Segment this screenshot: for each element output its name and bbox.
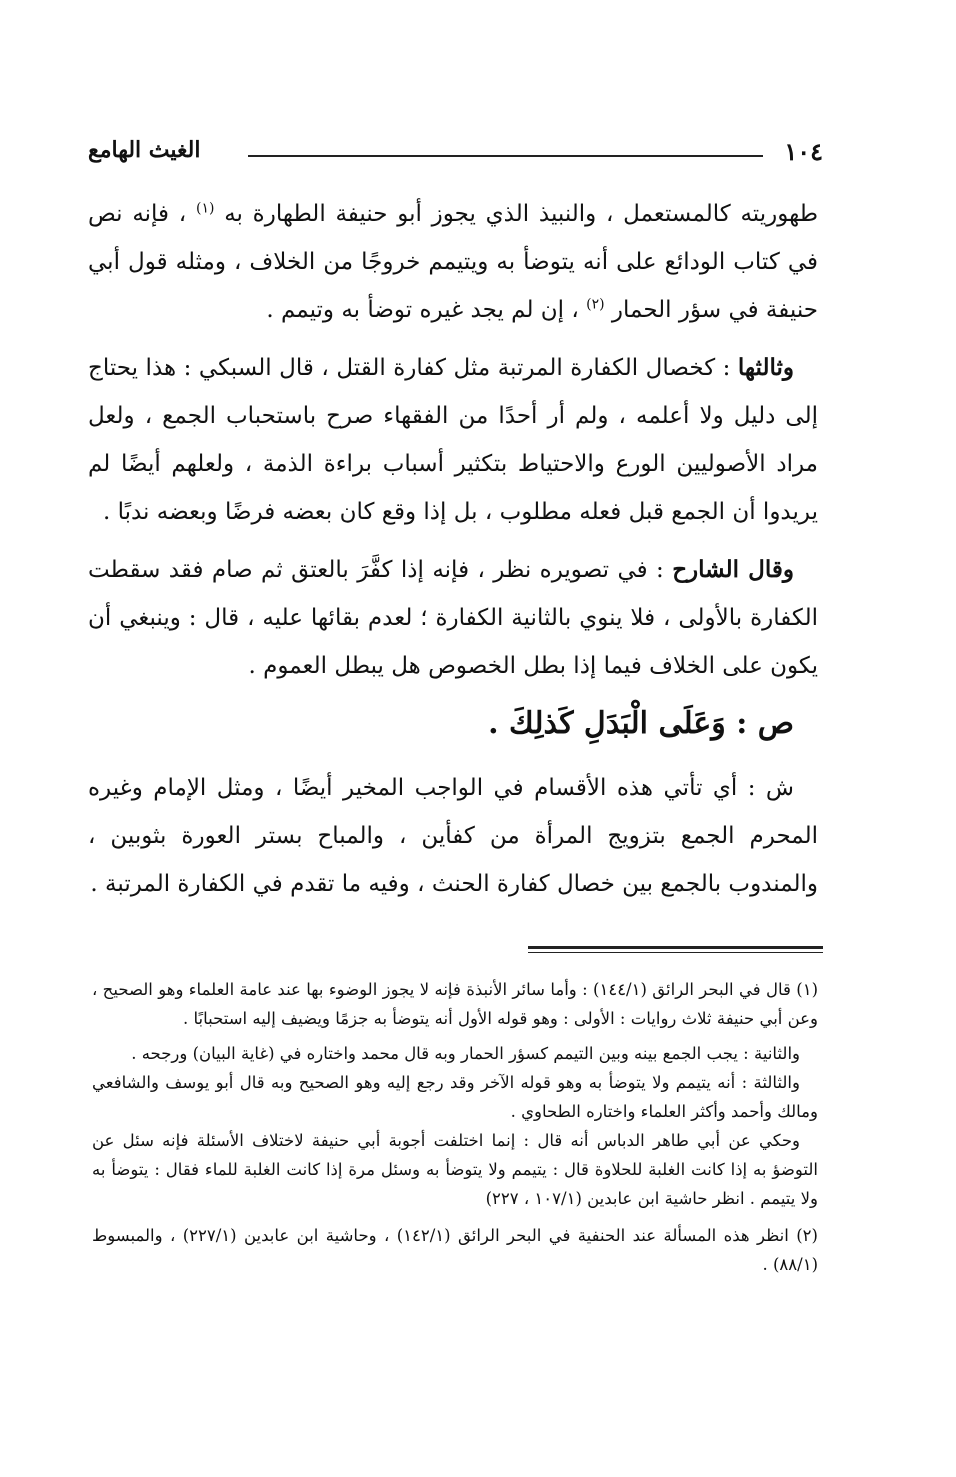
main-text: [88, 190, 818, 918]
paragraph-2-lead: وثالثها: [737, 354, 794, 381]
paragraph-3-lead: وقال الشارح: [672, 556, 794, 583]
paragraph-4-text: ش : أي تأتي هذه الأقسام في الواجب المخير أيضًا ، ومثل الإمام وغيره المحرم الجمع بتزويج المرأة من كفأين ، والمباح بستر العورة بثوبين ، والمندوب بالجمع بين خصال كفارة الحنث ، وفيه ما تقدم في الكفارة المرتبة .: [88, 775, 818, 897]
book-title: الغيث الهامع: [88, 137, 201, 163]
footnote-1-part-4: وحكي عن أبي طاهر الدباس أنه قال : إنما اختلفت أجوبة أبي حنيفة لاختلاف الأسئلة فإنه سئل عن التوضؤ به إذا كانت الغلبة للحلاوة قال : يتيمم ولا يتوضأ به وسئل مرة إذا كانت الغلبة للماء فقال : يتوضأ به ولا يتيمم . انظر حاشية ابن عابدين (١٠٧/١ ، ٢٢٧): [92, 1131, 818, 1208]
matn-heading: ص : وَعَلَى الْبَدَلِ كَذلِكَ .: [488, 706, 794, 741]
page-number: ١٠٤: [784, 137, 823, 166]
footnote-1-part-2: والثانية : يجب الجمع بينه وبين التيمم كسؤر الحمار وبه قال محمد واختاره في (غاية البيان) ورجحه .: [131, 1044, 800, 1063]
footnote-ref-1[interactable]: (١): [195, 200, 215, 217]
paragraph-3: [88, 546, 818, 690]
separator-thin-line: [528, 952, 823, 953]
separator-thick-line: [528, 946, 823, 949]
paragraph-3-text: : في تصويره نظر ، فإنه إذا كفَّرَ بالعتق ثم صام فقد سقطت الكفارة بالأولى ، فلا ينوي بالثانية الكفارة ؛ لعدم بقائها عليه ، قال : وينبغي أن يكون على الخلاف فيما إذا بطل الخصوص هل يبطل العموم .: [88, 557, 818, 679]
paragraph-1: [88, 190, 818, 334]
paragraph-2-text: : كخصال الكفارة المرتبة مثل كفارة القتل ، قال السبكي : هذا يحتاج إلى دليل ولا أعلمه ، ولم أر أحدًا من الفقهاء صرح باستحباب الجمع ، ولعل مراد الأصوليين الورع والاحتياط بتكثير أسباب براءة الذمة ، ولعلهم أيضًا لم يريدوا أن الجمع قبل فعله مطلوب ، بل إذا وقع كان بعضه فرضًا وبعضه ندبًا .: [88, 355, 818, 525]
footnote-1: (١) قال في البحر الرائق (١٤٤/١) : وأما سائر الأنبذة فإنه لا يجوز الوضوء بها عند عامة العلماء وهو الصحيح ، وعن أبي حنيفة ثلاث روايات : الأولى : وهو قوله الأول أنه يتوضأ به جزمًا ويضيف إليه استحبابًا .: [92, 980, 818, 1028]
header-rule: [248, 155, 763, 157]
paragraph-1-text-c: ، إن لم يجد غيره توضأ به وتيمم .: [266, 297, 579, 323]
footnotes: [92, 975, 818, 1285]
running-header: [88, 137, 823, 176]
paragraph-2: [88, 344, 818, 536]
footnote-separator: [528, 946, 823, 954]
paragraph-4: [88, 764, 818, 908]
footnote-1-part-3: والثالثة : أنه يتيمم ولا يتوضأ به وهو قوله الآخر وقد رجع إليه وهو الصحيح وبه قال أبو يوسف والشافعي ومالك وأحمد وأكثر العلماء واختاره الطحاوي .: [92, 1073, 818, 1121]
footnote-ref-2[interactable]: (٢): [586, 296, 605, 313]
paragraph-1-text-b: ، فإنه نص في كتاب الودائع على أنه يتوضأ به ويتيمم خروجًا من الخلاف ، ومثله قول أبي حنيفة في سؤر الحمار: [88, 201, 818, 323]
footnote-2: (٢) انظر هذه المسألة عند الحنفية في البحر الرائق (١٤٢/١) ، وحاشية ابن عابدين (٢٢٧/١) ، والمبسوط (٨٨/١) .: [92, 1226, 818, 1274]
paragraph-1-text-a: طهوريته كالمستعمل ، والنبيذ الذي يجوز أبو حنيفة الطهارة به: [224, 201, 819, 227]
